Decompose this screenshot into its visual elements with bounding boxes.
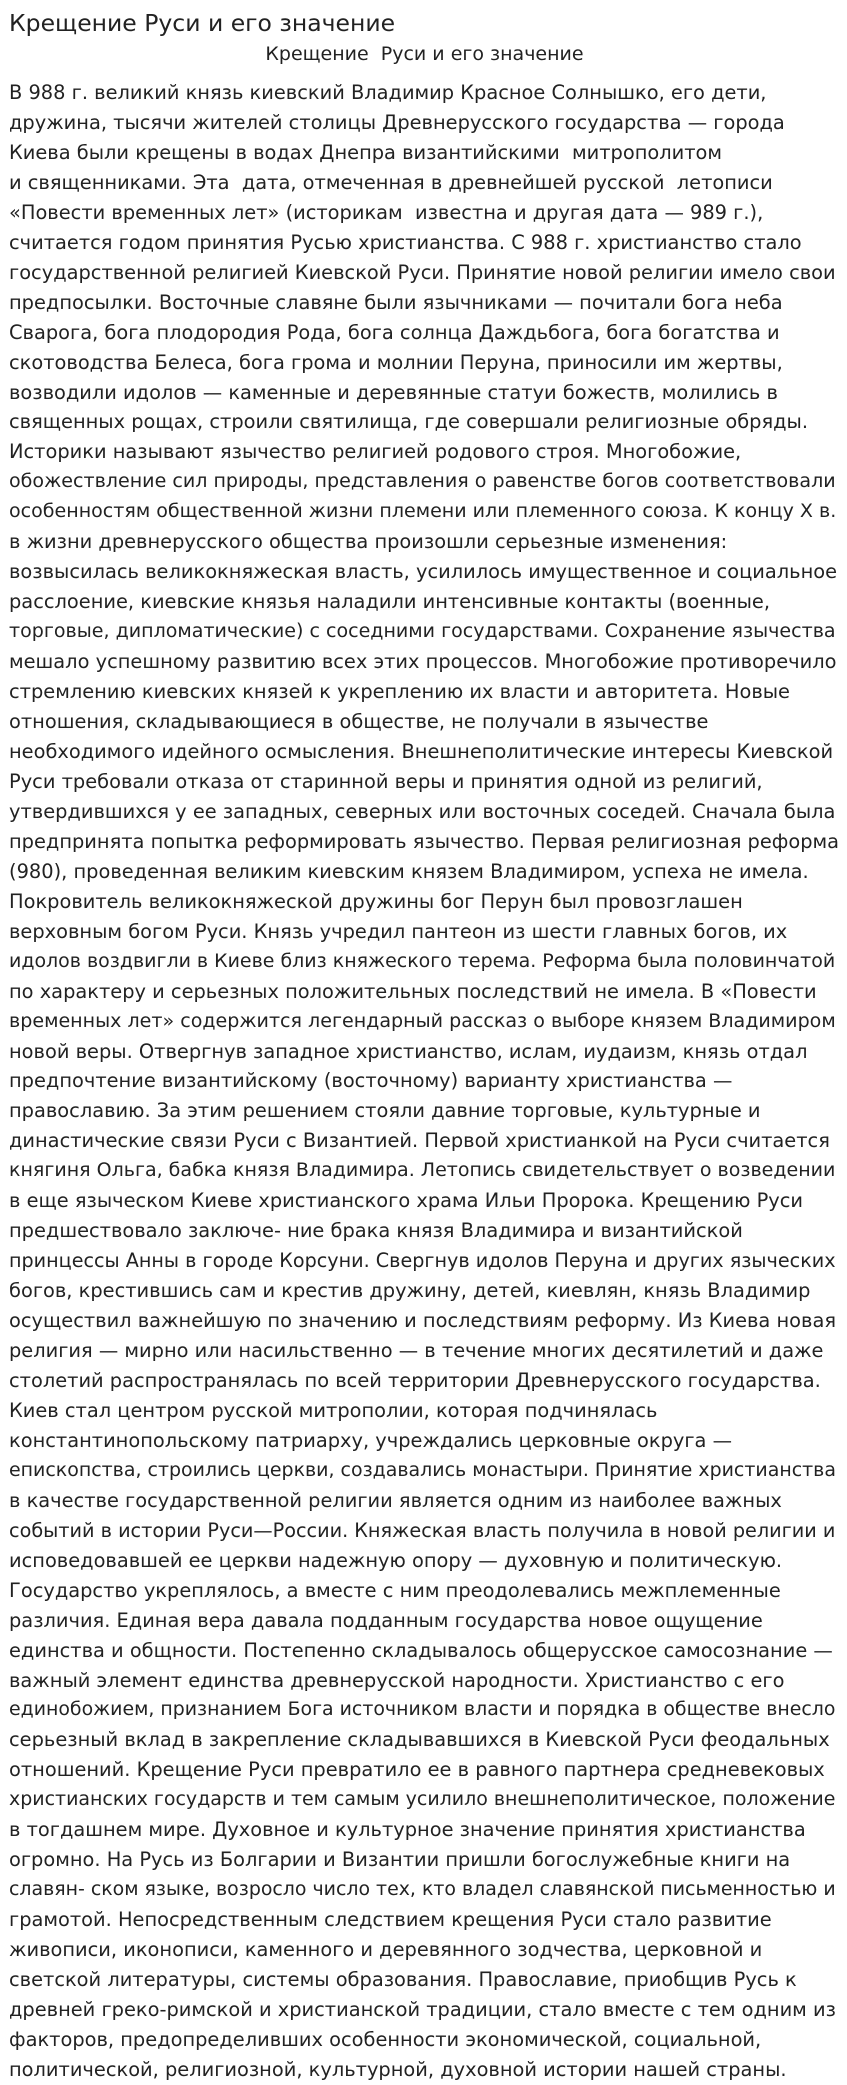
article-line: исповедовавшей ее церкви надежную опору — духовную и политическую. xyxy=(9,1548,783,1572)
article-line: предпринята попытка реформировать язычество. Первая религиозная реформа xyxy=(9,829,840,853)
article-line: предпочтение византийскому (восточному) варианту христианства — xyxy=(9,1069,733,1093)
article-line: (980), проведенная великим киевским князем Владимиром, успеха не имела. xyxy=(9,859,809,883)
article-line: в тогдашнем мире. Духовное и культурное значение принятия христианства xyxy=(9,1818,806,1842)
article-line: Государство укреплялось, а вместе с ним преодолевались межплеменные xyxy=(9,1578,781,1602)
article-line: политической, религиозной, культурной, духовной истории нашей страны. xyxy=(9,2057,787,2081)
article-line: древней греко-римской и христианской традиции, стало вместе с тем одним из xyxy=(9,1998,836,2021)
article-line: епископства, строились церкви, создавались монастыри. Принятие христианства xyxy=(9,1458,836,1481)
article-line: «Повести временных лет» (историкам известна и другая дата — 989 г.), xyxy=(9,200,764,224)
article-line: живописи, иконописи, каменного и деревянного зодчества, церковной и xyxy=(9,1938,763,1962)
article-line: важный элемент единства древнерусской народности. Христианство с его xyxy=(9,1668,785,1692)
article-line: грамотой. Непосредственным следствием крещения Руси стало развитие xyxy=(9,1908,772,1932)
article-line: отношений. Крещение Руси превратило ее в равного партнера средневековых xyxy=(9,1758,825,1782)
article-line: обожествление сил природы, представления о равенстве богов соответствовали xyxy=(9,470,836,493)
article-line: событий в истории Руси—России. Княжеская власть получила в новой религии и xyxy=(9,1518,836,1542)
article-line: осуществил важнейшую по значению и последствиям реформу. Из Киева новая xyxy=(9,1309,836,1333)
article-line: светской литературы, системы образования. Православие, приобщив Русь к xyxy=(9,1968,797,1992)
article-line: Историки называют язычество религией родового строя. Многобожие, xyxy=(9,440,742,464)
article-line: утвердившихся у ее западных, северных или восточных соседей. Сначала была xyxy=(9,799,836,823)
article-line: столетий распространялась по всей территории Древнерусского государства. xyxy=(9,1368,821,1392)
article-line: различия. Единая вера давала подданным государства новое ощущение xyxy=(9,1608,763,1632)
article-line: единобожием, признанием Бога источником власти и порядка в обществе внесло xyxy=(9,1698,836,1721)
article-subtitle: Крещение Руси и его значение xyxy=(265,43,584,65)
article-line: религия — мирно или насильственно — в течение многих десятилетий и даже xyxy=(9,1339,824,1363)
article-line: Киев стал центром русской митрополии, которая подчинялась xyxy=(9,1398,658,1422)
article-line: временных лет» содержится легендарный рассказ о выборе князем Владимиром xyxy=(9,1009,836,1032)
article-line: скотоводства Белеса, бога грома и молнии Перуна, приносили им жертвы, xyxy=(9,350,783,374)
article-line: торговые, дипломатические) с соседними государствами. Сохранение язычества xyxy=(9,620,836,643)
article-line: верховным богом Руси. Князь учредил пантеон из шести главных богов, их xyxy=(9,919,788,943)
article-line: дружина, тысячи жителей столицы Древнерусского государства — города xyxy=(9,110,785,134)
article-line: в жизни древнерусского общества произошли серьезные изменения: xyxy=(9,530,728,554)
article-line: предпосылки. Восточные славяне были язычниками — почитали бога неба xyxy=(9,290,783,314)
article-line: возвысилась великокняжеская власть, усилилось имущественное и социальное xyxy=(9,560,838,584)
article-line: Покровитель великокняжеской дружины бог Перун был провозглашен xyxy=(9,889,743,913)
article-line: Руси требовали отказа от старинной веры и принятия одной из религий, xyxy=(9,769,763,793)
article-line: константинопольскому патриарху, учреждались церковные округа — xyxy=(9,1428,732,1452)
article-line: славян- ском языке, возросло число тех, кто владел славянской письменностью и xyxy=(9,1878,836,1901)
article-line: священных рощах, строили святилища, где совершали религиозные обряды. xyxy=(9,410,809,434)
article-line: принцессы Анны в городе Корсуни. Свергнув идолов Перуна и других языческих xyxy=(9,1249,836,1273)
article-line: В 988 г. великий князь киевский Владимир Красное Солнышко, его дети, xyxy=(9,81,767,104)
article-line: предшествовало заключе- ние брака князя Владимира и византийской xyxy=(9,1219,743,1243)
article-line: необходимого идейного осмысления. Внешнеполитические интересы Киевской xyxy=(9,739,834,763)
article-line: стремлению киевских князей к укреплению их власти и авторитета. Новые xyxy=(9,680,790,704)
article-line: мешало успешному развитию всех этих процессов. Многобожие противоречило xyxy=(9,650,837,674)
article-line: факторов, предопределивших особенности экономической, социальной, xyxy=(9,2027,762,2051)
page-title: Крещение Руси и его значение xyxy=(9,9,396,37)
article-line: идолов воздвигли в Киеве близ княжеского терема. Реформа была половинчатой xyxy=(9,949,836,972)
article-line: христианских государств и тем самым усилило внешнеполитическое, положение xyxy=(9,1788,836,1811)
article-line: серьезный вклад в закрепление складывавшихся в Киевской Руси феодальных xyxy=(9,1728,830,1752)
article-line: династические связи Руси с Византией. Первой христианкой на Руси считается xyxy=(9,1129,830,1153)
article-line: единства и общности. Постепенно складывалось общерусское самосознание — xyxy=(9,1638,833,1662)
article-line: княгиня Ольга, бабка князя Владимира. Летопись свидетельствует о возведении xyxy=(9,1159,836,1182)
article-line: Киева были крещены в водах Днепра византийскими митрополитом xyxy=(9,140,723,164)
article-line: считается годом принятия Русью христианства. С 988 г. христианство стало xyxy=(9,230,802,254)
article-line: огромно. На Русь из Болгарии и Византии пришли богослужебные книги на xyxy=(9,1848,791,1872)
article-line: расслоение, киевские князья наладили интенсивные контакты (военные, xyxy=(9,590,771,614)
article-line: в качестве государственной религии является одним из наиболее важных xyxy=(9,1488,782,1512)
article-line: по характеру и серьезных положительных последствий не имела. В «Повести xyxy=(9,979,817,1003)
article-line: отношения, складывающиеся в обществе, не получали в язычестве xyxy=(9,710,709,734)
article-line: государственной религией Киевской Руси. Принятие новой религии имело свои xyxy=(9,260,836,284)
article-line: Сварога, бога плодородия Рода, бога солнца Даждьбога, бога богатства и xyxy=(9,320,780,344)
article-line: особенностям общественной жизни племени или племенного союза. К концу X в. xyxy=(9,500,837,523)
article-line: новой веры. Отвергнув западное христианство, ислам, иудаизм, князь отдал xyxy=(9,1039,808,1063)
article-line: в еще языческом Киеве христианского храма Ильи Пророка. Крещению Руси xyxy=(9,1189,804,1213)
article-line: православию. За этим решением стояли давние торговые, культурные и xyxy=(9,1099,761,1123)
article-line: и священниками. Эта дата, отмеченная в древнейшей русской летописи xyxy=(9,170,773,194)
article-line: возводили идолов — каменные и деревянные статуи божеств, молились в xyxy=(9,380,778,404)
article-body xyxy=(9,78,840,2085)
article-line: богов, крестившись сам и крестив дружину, детей, киевлян, князь Владимир xyxy=(9,1279,811,1303)
